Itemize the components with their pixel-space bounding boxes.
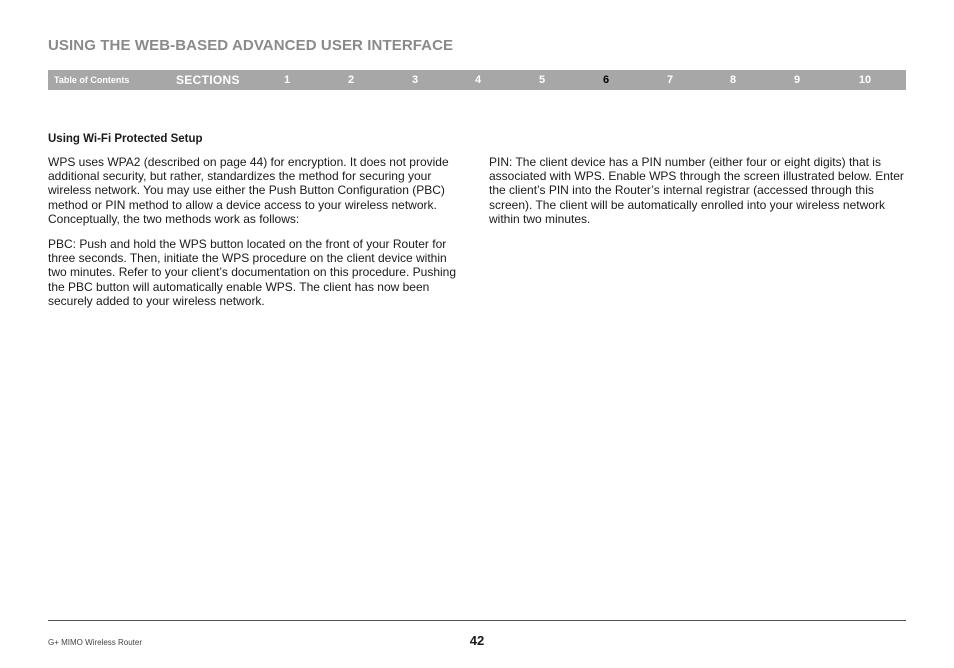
section-link-7[interactable]: 7	[666, 74, 674, 86]
section-link-3[interactable]: 3	[411, 74, 419, 86]
section-link-6-active[interactable]: 6	[602, 74, 610, 86]
section-link-10[interactable]: 10	[858, 74, 872, 86]
section-nav-bar	[48, 70, 906, 90]
paragraph-wps-intro: WPS uses WPA2 (described on page 44) for encryption. It does not provide additional security, but rather, standardizes the method for securing your wireless network. You may use either the Push Button Configuration (PBC) method or PIN method to allow a device access to your wireless network. Conceptually, the two methods work as follows:	[48, 155, 449, 226]
footer-divider	[48, 620, 906, 621]
section-heading: Using Wi-Fi Protected Setup	[48, 133, 203, 145]
section-link-8[interactable]: 8	[729, 74, 737, 86]
table-of-contents-link[interactable]: Table of Contents	[54, 75, 130, 85]
section-link-1[interactable]: 1	[283, 74, 291, 86]
page-number: 42	[469, 633, 485, 648]
section-link-5[interactable]: 5	[538, 74, 546, 86]
paragraph-pbc: PBC: Push and hold the WPS button located on the front of your Router for three seconds. Then, initiate the WPS procedure on the client device within two minutes. Refer to your client’s documentation on this procedure. Pushing the PBC button will automatically enable WPS. The client has now been securely added to your wireless network.	[48, 237, 456, 308]
section-link-9[interactable]: 9	[793, 74, 801, 86]
paragraph-pin: PIN: The client device has a PIN number (either four or eight digits) that is associated with WPS. Enable WPS through the screen illustrated below. Enter the client’s PIN into the Router’s internal registrar (accessed through this screen). The client will be automatically enrolled into your wireless network within two minutes.	[489, 155, 904, 226]
page-header-title: USING THE WEB-BASED ADVANCED USER INTERFACE	[48, 37, 454, 54]
footer-product-name: G+ MIMO Wireless Router	[48, 638, 143, 647]
sections-label: SECTIONS	[176, 73, 240, 87]
right-column	[489, 155, 907, 237]
section-link-2[interactable]: 2	[347, 74, 355, 86]
left-column	[48, 155, 466, 319]
section-link-4[interactable]: 4	[474, 74, 482, 86]
